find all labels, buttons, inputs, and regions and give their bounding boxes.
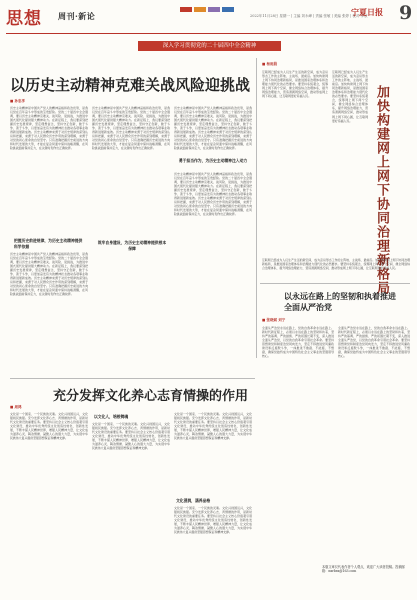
network-col-1: 互联网已经成为人们生产生活的新空间，成为意识形态工作的主阵地、主战场、最前沿。加快构建网上网下协同治理新格局，是推进国家治理体系和治理能力现代化的必然要求。要坚持系统观念，统筹网上网下两个空间，健全网络综合治理体系，提升网络治理能力，营造清朗网络空间，推动形成网上网下同心圆，让互联网更好造福人民。: [262, 70, 328, 99]
discipline-col-2: 全面从严治党永远在路上，党的自我革命永远在路上。新时代新征程上，必须以永远在路上的坚韧和执着，坚持严的基调、严的措施、严的氛围长期不变，深入推进全面从严治党，以党的自我革命引领社会革命。要坚持思想建党和制度治党同向发力，坚定不移推进党风廉政建设和反腐败斗争，一体推进不敢腐、不能腐、不想腐，确保党始终成为中国特色社会主义事业的坚强领导核心。: [338, 326, 410, 359]
section-rule-right: [260, 283, 410, 284]
main-subhead-1: 把握历史前进规律，为历史主动精神提供科学依据: [14, 238, 83, 249]
culture-col-1: 文化是一个国家、一个民族的灵魂。文化兴则国运兴，文化强则民族强。充分发挥文化养心志、育情操的作用，是新时代文化建设的重要任务。要坚持以社会主义核心价值观引领文化建设，推动中华优秀传统文化创造性转化、创新性发展，不断丰富人民精神世界，增强人民精神力量，让文化成为滋养心灵、陶冶情操、凝聚人心的强大力量，为实现中华民族伟大复兴提供坚强思想保证和精神支撑。: [10, 412, 88, 441]
network-byline: ■ 杨雨晨: [262, 62, 278, 66]
discipline-headline-text: 以永远在路上的坚韧和执着推进全面从严治党: [284, 291, 396, 312]
masthead-rule: [6, 33, 411, 34]
masthead: [0, 0, 417, 30]
discipline-headline: [284, 291, 399, 313]
discipline-byline: ■ 张晓斌 刘宁: [262, 318, 286, 322]
section-rule-left: [10, 378, 255, 379]
section-label: 周刊·新论: [58, 11, 96, 21]
main-subhead-2: 勇于担当作为，为历史主动精神注入动力: [178, 158, 248, 163]
color-bar: [180, 7, 236, 13]
culture-headline: 充分发挥文化养心志育情操的作用: [53, 389, 249, 404]
footer-note: 本版文章仅代表作者个人观点，欢迎广大读者投稿。投稿邮箱：nxrbsx@163.com: [322, 565, 405, 573]
page-number: 9: [399, 2, 413, 24]
main-headline: 以历史主动精神克难关战风险迎挑战: [10, 76, 251, 94]
culture-subhead-2: 文化浸润，涵养品格: [176, 498, 211, 503]
main-byline: ■ 孙忠孝: [10, 99, 26, 103]
brand-title: 思想: [6, 9, 42, 29]
network-col-3: 互联网已经成为人们生产生活的新空间，成为意识形态工作的主阵地、主战场、最前沿。加快构建网上网下协同治理新格局，是推进国家治理体系和治理能力现代化的必然要求。要坚持系统观念，统筹网上网下两个空间，健全网络综合治理体系，提升网络治理能力，营造清朗网络空间，推动形成网上网下同心圆，让互联网更好造福人民。: [262, 258, 410, 271]
network-headline: 加快构建网上网下协同治理新格局: [374, 85, 389, 295]
issue-info: 2022年11月28日 星期一 | 主编 刘永峰 | 责编 张敏 | 美编 张婷 | 校对 李欣: [250, 14, 368, 18]
culture-byline: ■ 周鸿: [10, 405, 22, 409]
topic-banner: 深入学习贯彻党的二十届四中全会精神: [138, 41, 281, 51]
main-col-1: 历史主动精神是中国共产党人的精神品格和政治优势，是我们党在百年奋斗中形成的宝贵经验。党的二十届四中全会强调，要以历史主动精神克难关、战风险、迎挑战，为推进中国式现代化提供强大精神动力。在新征程上，我们要深刻把握历史发展规律，坚定理想信念，坚持守正创新，敢于斗争、善于斗争，以更加奋发有为的精神状态推动各项事业取得新进展新成效。历史主动精神来源于对历史规律的深刻认识和把握，来源于对人民群众历史作用的深刻理解，来源于对党的初心使命的自觉坚守。只有准确把握历史前进的方向和时代发展的大势，才能在复杂局面中保持战略清醒，在风险挑战面前保持定力，在关键时刻作出正确抉择。: [10, 106, 88, 151]
culture-col-2: 文化是一个国家、一个民族的灵魂。文化兴则国运兴，文化强则民族强。充分发挥文化养心志、育情操的作用，是新时代文化建设的重要任务。要坚持以社会主义核心价值观引领文化建设，推动中华优秀传统文化创造性转化、创新性发展，不断丰富人民精神世界，增强人民精神力量，让文化成为滋养心灵、陶冶情操、凝聚人心的强大力量，为实现中华民族伟大复兴提供坚强思想保证和精神支撑。: [92, 422, 170, 451]
paper-logo: 宁夏日报: [351, 7, 383, 17]
main-col-3: 历史主动精神是中国共产党人的精神品格和政治优势，是我们党在百年奋斗中形成的宝贵经验。党的二十届四中全会强调，要以历史主动精神克难关、战风险、迎挑战，为推进中国式现代化提供强大精神动力。在新征程上，我们要深刻把握历史发展规律，坚定理想信念，坚持守正创新，敢于斗争、善于斗争，以更加奋发有为的精神状态推动各项事业取得新进展新成效。历史主动精神来源于对历史规律的深刻认识和把握，来源于对人民群众历史作用的深刻理解，来源于对党的初心使命的自觉坚守。只有准确把握历史前进的方向和时代发展的大势，才能在复杂局面中保持战略清醒，在风险挑战面前保持定力，在关键时刻作出正确抉择。: [174, 106, 252, 151]
main-col-1b: 历史主动精神是中国共产党人的精神品格和政治优势，是我们党在百年奋斗中形成的宝贵经验。党的二十届四中全会强调，要以历史主动精神克难关、战风险、迎挑战，为推进中国式现代化提供强大精神动力。在新征程上，我们要深刻把握历史发展规律，坚定理想信念，坚持守正创新，敢于斗争、善于斗争，以更加奋发有为的精神状态推动各项事业取得新进展新成效。历史主动精神来源于对历史规律的深刻认识和把握，来源于对人民群众历史作用的深刻理解，来源于对党的初心使命的自觉坚守。只有准确把握历史前进的方向和时代发展的大势，才能在复杂局面中保持战略清醒，在风险挑战面前保持定力，在关键时刻作出正确抉择。: [10, 252, 88, 297]
network-col-2: 互联网已经成为人们生产生活的新空间，成为意识形态工作的主阵地、主战场、最前沿。加快构建网上网下协同治理新格局，是推进国家治理体系和治理能力现代化的必然要求。要坚持系统观念，统筹网上网下两个空间，健全网络综合治理体系，提升网络治理能力，营造清朗网络空间，推动形成网上网下同心圆，让互联网更好造福人民。: [332, 70, 368, 123]
main-col-3b: 历史主动精神是中国共产党人的精神品格和政治优势，是我们党在百年奋斗中形成的宝贵经验。党的二十届四中全会强调，要以历史主动精神克难关、战风险、迎挑战，为推进中国式现代化提供强大精神动力。在新征程上，我们要深刻把握历史发展规律，坚定理想信念，坚持守正创新，敢于斗争、善于斗争，以更加奋发有为的精神状态推动各项事业取得新进展新成效。历史主动精神来源于对历史规律的深刻认识和把握，来源于对人民群众历史作用的深刻理解，来源于对党的初心使命的自觉坚守。只有准确把握历史前进的方向和时代发展的大势，才能在复杂局面中保持战略清醒，在风险挑战面前保持定力，在关键时刻作出正确抉择。: [174, 172, 252, 217]
main-subhead-3: 筑牢自身建设，为历史主动精神提供根本保障: [97, 240, 167, 251]
main-col-2: 历史主动精神是中国共产党人的精神品格和政治优势，是我们党在百年奋斗中形成的宝贵经验。党的二十届四中全会强调，要以历史主动精神克难关、战风险、迎挑战，为推进中国式现代化提供强大精神动力。在新征程上，我们要深刻把握历史发展规律，坚定理想信念，坚持守正创新，敢于斗争、善于斗争，以更加奋发有为的精神状态推动各项事业取得新进展新成效。历史主动精神来源于对历史规律的深刻认识和把握，来源于对人民群众历史作用的深刻理解，来源于对党的初心使命的自觉坚守。只有准确把握历史前进的方向和时代发展的大势，才能在复杂局面中保持战略清醒，在风险挑战面前保持定力，在关键时刻作出正确抉择。: [92, 106, 170, 151]
discipline-col-1: 全面从严治党永远在路上，党的自我革命永远在路上。新时代新征程上，必须以永远在路上的坚韧和执着，坚持严的基调、严的措施、严的氛围长期不变，深入推进全面从严治党，以党的自我革命引领社会革命。要坚持思想建党和制度治党同向发力，坚定不移推进党风廉政建设和反腐败斗争，一体推进不敢腐、不能腐、不想腐，确保党始终成为中国特色社会主义事业的坚强领导核心。: [262, 326, 334, 359]
column-divider: [256, 58, 257, 358]
culture-subhead-1: 以文化人，培根铸魂: [94, 414, 129, 419]
culture-col-3b: 文化是一个国家、一个民族的灵魂。文化兴则国运兴，文化强则民族强。充分发挥文化养心志、育情操的作用，是新时代文化建设的重要任务。要坚持以社会主义核心价值观引领文化建设，推动中华优秀传统文化创造性转化、创新性发展，不断丰富人民精神世界，增强人民精神力量，让文化成为滋养心灵、陶冶情操、凝聚人心的强大力量，为实现中华民族伟大复兴提供坚强思想保证和精神支撑。: [174, 506, 252, 535]
culture-col-3: 文化是一个国家、一个民族的灵魂。文化兴则国运兴，文化强则民族强。充分发挥文化养心志、育情操的作用，是新时代文化建设的重要任务。要坚持以社会主义核心价值观引领文化建设，推动中华优秀传统文化创造性转化、创新性发展，不断丰富人民精神世界，增强人民精神力量，让文化成为滋养心灵、陶冶情操、凝聚人心的强大力量，为实现中华民族伟大复兴提供坚强思想保证和精神支撑。: [174, 412, 252, 441]
